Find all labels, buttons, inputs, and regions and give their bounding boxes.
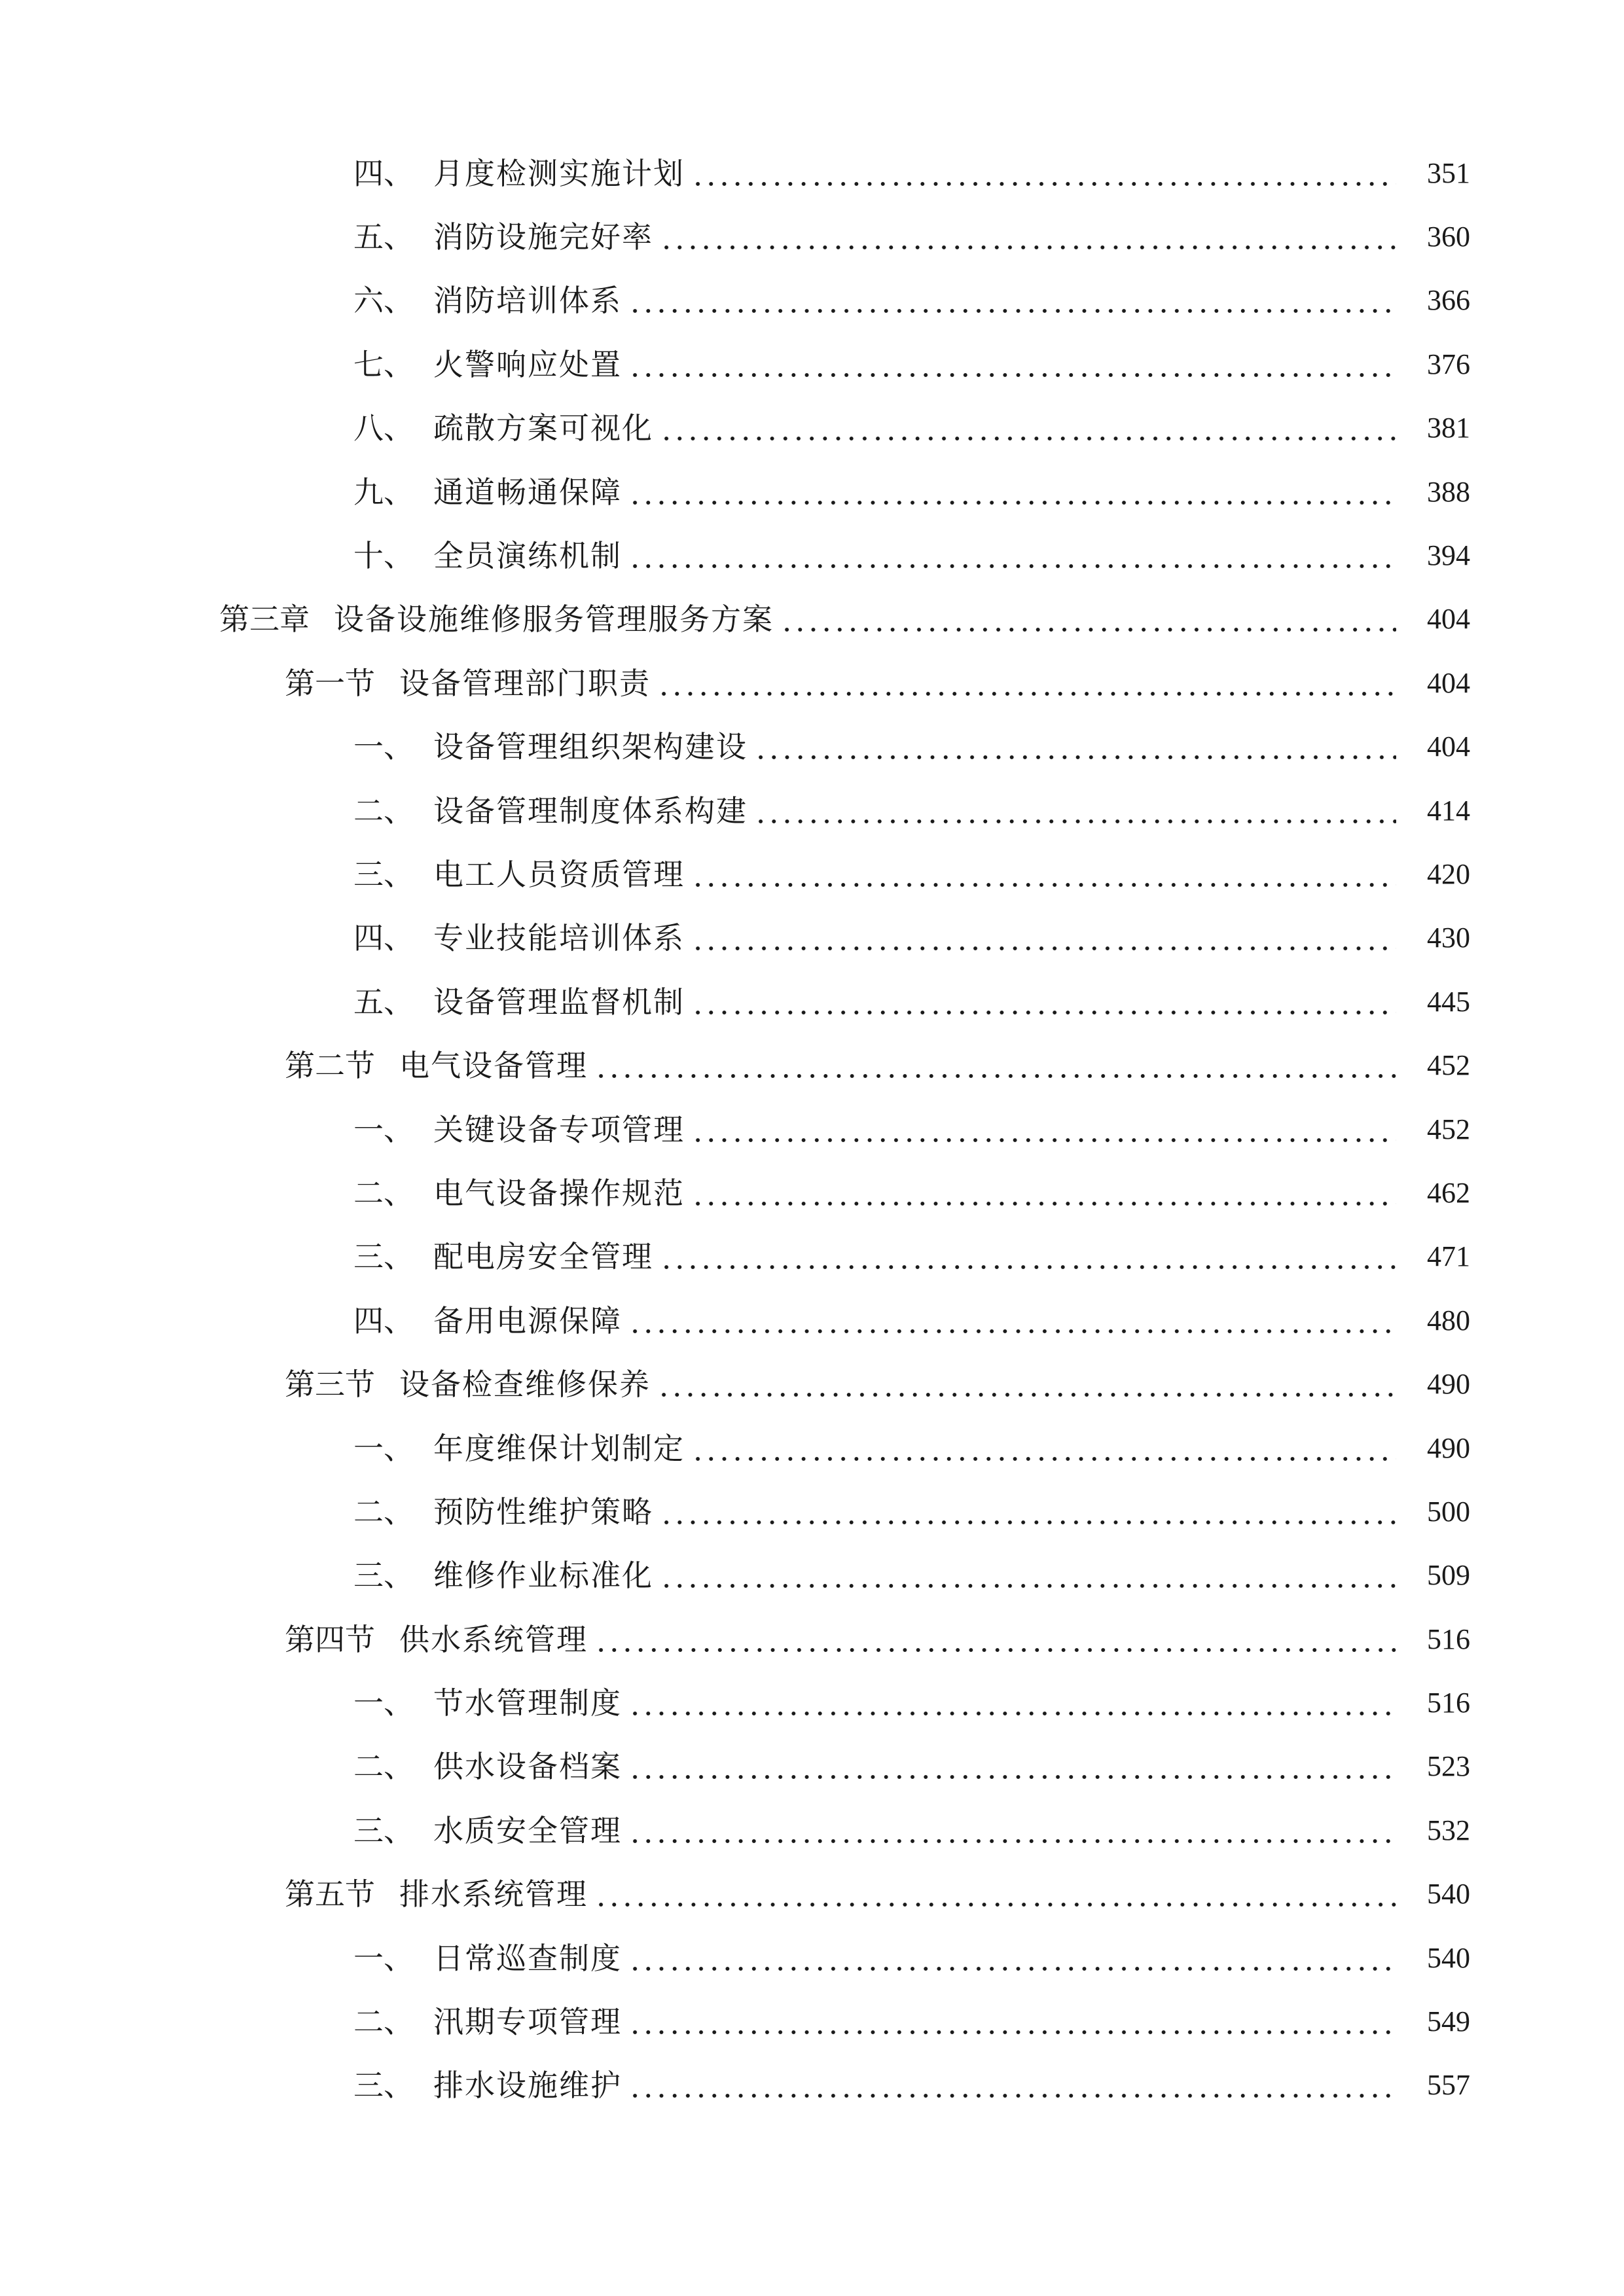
toc-entry-number: 六、 bbox=[353, 283, 414, 319]
toc-entry-number: 一、 bbox=[353, 1940, 414, 1976]
toc-page-number: 420 bbox=[1427, 857, 1470, 890]
toc-page-number: 490 bbox=[1427, 1368, 1470, 1401]
toc-subsection-entry[interactable] bbox=[0, 460, 1624, 524]
toc-entry-number: 二、 bbox=[353, 793, 414, 829]
toc-entry-number: 三、 bbox=[353, 856, 414, 892]
toc-entry-number: 二、 bbox=[353, 1749, 414, 1785]
toc-subsection-entry[interactable] bbox=[0, 715, 1624, 779]
toc-subsection-entry[interactable] bbox=[0, 842, 1624, 906]
toc-entry-title: 水质安全管理 bbox=[433, 1812, 622, 1848]
toc-entry-number: 第五节 bbox=[285, 1876, 375, 1912]
toc-entry-title: 配电房安全管理 bbox=[433, 1239, 653, 1275]
toc-entry-number: 三、 bbox=[353, 1558, 414, 1594]
toc-page-number: 351 bbox=[1427, 156, 1470, 189]
toc-page-number: 366 bbox=[1427, 284, 1470, 317]
toc-entry-title: 设备管理组织架构建设 bbox=[433, 729, 748, 765]
toc-subsection-entry[interactable] bbox=[0, 1926, 1624, 1990]
toc-entry-title: 设备管理监督机制 bbox=[433, 984, 685, 1020]
toc-dot-leader bbox=[691, 923, 1396, 953]
toc-entry-number: 一、 bbox=[353, 1430, 414, 1466]
toc-chapter-entry[interactable] bbox=[0, 588, 1624, 651]
toc-dot-leader bbox=[657, 1369, 1396, 1399]
toc-section-entry[interactable] bbox=[0, 1352, 1624, 1416]
toc-entry-title: 供水系统管理 bbox=[399, 1621, 588, 1657]
toc-dot-leader bbox=[628, 285, 1396, 315]
toc-entry-title: 专业技能培训体系 bbox=[433, 920, 685, 956]
toc-entry-title: 设备管理部门职责 bbox=[399, 665, 651, 701]
toc-entry-title: 电工人员资质管理 bbox=[433, 856, 685, 892]
toc-subsection-entry[interactable] bbox=[0, 1544, 1624, 1607]
toc-page-number: 480 bbox=[1427, 1304, 1470, 1336]
toc-entry-title: 排水系统管理 bbox=[399, 1876, 588, 1912]
toc-page-number: 404 bbox=[1427, 603, 1470, 636]
toc-entry-title: 备用电源保障 bbox=[433, 1302, 622, 1338]
toc-entry-title: 日常巡查制度 bbox=[433, 1940, 622, 1976]
toc-page-number: 540 bbox=[1427, 1941, 1470, 1974]
toc-dot-leader bbox=[754, 732, 1396, 762]
toc-entry-title: 电气设备管理 bbox=[399, 1048, 588, 1084]
toc-subsection-entry[interactable] bbox=[0, 397, 1624, 460]
toc-entry-title: 疏散方案可视化 bbox=[433, 410, 653, 446]
toc-dot-leader bbox=[628, 350, 1396, 380]
toc-entry-title: 火警响应处置 bbox=[433, 346, 622, 382]
toc-entry-number: 二、 bbox=[353, 2004, 414, 2040]
toc-entry-title: 节水管理制度 bbox=[433, 1685, 622, 1721]
toc-dot-leader bbox=[660, 1242, 1396, 1272]
toc-page-number: 381 bbox=[1427, 412, 1470, 444]
toc-entry-number: 一、 bbox=[353, 1111, 414, 1147]
toc-entry-title: 汛期专项管理 bbox=[433, 2004, 622, 2040]
toc-entry-title: 消防设施完好率 bbox=[433, 219, 653, 255]
toc-dot-leader bbox=[691, 158, 1396, 188]
toc-entry-title: 排水设施维护 bbox=[433, 2068, 622, 2104]
toc-subsection-entry[interactable] bbox=[0, 1990, 1624, 2053]
toc-entry-number: 二、 bbox=[353, 1494, 414, 1530]
toc-subsection-entry[interactable] bbox=[0, 524, 1624, 587]
toc-page-number: 509 bbox=[1427, 1559, 1470, 1592]
toc-subsection-entry[interactable] bbox=[0, 2054, 1624, 2117]
toc-page-number: 430 bbox=[1427, 922, 1470, 954]
toc-page-number: 404 bbox=[1427, 666, 1470, 699]
toc-subsection-entry[interactable] bbox=[0, 269, 1624, 332]
toc-page-number: 360 bbox=[1427, 221, 1470, 253]
toc-subsection-entry[interactable] bbox=[0, 205, 1624, 268]
toc-subsection-entry[interactable] bbox=[0, 779, 1624, 842]
toc-section-entry[interactable] bbox=[0, 1607, 1624, 1671]
toc-dot-leader bbox=[657, 668, 1396, 698]
toc-page-number: 462 bbox=[1427, 1176, 1470, 1209]
toc-entry-title: 月度检测实施计划 bbox=[433, 155, 685, 191]
toc-page-number: 414 bbox=[1427, 794, 1470, 827]
toc-page-number: 394 bbox=[1427, 539, 1470, 572]
toc-subsection-entry[interactable] bbox=[0, 141, 1624, 205]
toc-entry-title: 关键设备专项管理 bbox=[433, 1111, 685, 1147]
toc-page-number: 404 bbox=[1427, 730, 1470, 763]
toc-entry-number: 三、 bbox=[353, 1812, 414, 1848]
toc-entry-number: 三、 bbox=[353, 2068, 414, 2104]
toc-dot-leader bbox=[628, 1943, 1396, 1973]
toc-dot-leader bbox=[754, 796, 1396, 826]
toc-dot-leader bbox=[628, 477, 1396, 507]
toc-entry-number: 九、 bbox=[353, 474, 414, 510]
toc-subsection-entry[interactable] bbox=[0, 1799, 1624, 1862]
toc-entry-title: 消防培训体系 bbox=[433, 283, 622, 319]
toc-dot-leader bbox=[594, 1879, 1396, 1909]
toc-entry-title: 通道畅通保障 bbox=[433, 474, 622, 510]
toc-entry-number: 八、 bbox=[353, 410, 414, 446]
toc-entry-number: 第一节 bbox=[285, 665, 375, 701]
toc-entry-number: 一、 bbox=[353, 1685, 414, 1721]
toc-dot-leader bbox=[594, 1624, 1396, 1655]
toc-page-number: 557 bbox=[1427, 2069, 1470, 2102]
toc-dot-leader bbox=[660, 222, 1396, 252]
toc-section-entry[interactable] bbox=[0, 1863, 1624, 1926]
toc-subsection-entry[interactable] bbox=[0, 1225, 1624, 1289]
toc-dot-leader bbox=[660, 1497, 1396, 1527]
toc-subsection-entry[interactable] bbox=[0, 1161, 1624, 1225]
toc-dot-leader bbox=[691, 1433, 1396, 1463]
toc-entry-title: 电气设备操作规范 bbox=[433, 1175, 685, 1211]
toc-page-number: 490 bbox=[1427, 1431, 1470, 1464]
toc-entry-number: 二、 bbox=[353, 1175, 414, 1211]
toc-entry-title: 年度维保计划制定 bbox=[433, 1430, 685, 1466]
toc-dot-leader bbox=[628, 1816, 1396, 1846]
toc-subsection-entry[interactable] bbox=[0, 1416, 1624, 1480]
toc-dot-leader bbox=[691, 859, 1396, 889]
toc-page-number: 523 bbox=[1427, 1750, 1470, 1783]
toc-page-number: 516 bbox=[1427, 1623, 1470, 1655]
toc-dot-leader bbox=[628, 541, 1396, 571]
toc-entry-title: 设备检查维修保养 bbox=[399, 1367, 651, 1403]
toc-dot-leader bbox=[628, 1306, 1396, 1336]
toc-page-number: 445 bbox=[1427, 985, 1470, 1018]
toc-entry-number: 四、 bbox=[353, 1302, 414, 1338]
toc-entry-number: 七、 bbox=[353, 346, 414, 382]
toc-dot-leader bbox=[628, 1751, 1396, 1782]
toc-dot-leader bbox=[628, 1688, 1396, 1718]
toc-subsection-entry[interactable] bbox=[0, 906, 1624, 970]
toc-page-number: 452 bbox=[1427, 1049, 1470, 1082]
toc-entry-number: 四、 bbox=[353, 920, 414, 956]
toc-entry-number: 第二节 bbox=[285, 1048, 375, 1084]
toc-section-entry[interactable] bbox=[0, 651, 1624, 715]
toc-dot-leader bbox=[660, 1560, 1396, 1590]
toc-page-number: 516 bbox=[1427, 1687, 1470, 1719]
toc-subsection-entry[interactable] bbox=[0, 1289, 1624, 1352]
toc-page-number: 471 bbox=[1427, 1240, 1470, 1273]
toc-dot-leader bbox=[594, 1050, 1396, 1081]
toc-entry-number: 一、 bbox=[353, 729, 414, 765]
toc-subsection-entry[interactable] bbox=[0, 1098, 1624, 1161]
toc-entry-number: 十、 bbox=[353, 538, 414, 574]
toc-subsection-entry[interactable] bbox=[0, 1480, 1624, 1543]
toc-subsection-entry[interactable] bbox=[0, 1671, 1624, 1734]
toc-section-entry[interactable] bbox=[0, 1033, 1624, 1097]
toc-entry-title: 维修作业标准化 bbox=[433, 1558, 653, 1594]
toc-entry-title: 预防性维护策略 bbox=[433, 1494, 653, 1530]
table-of-contents bbox=[0, 141, 1624, 2117]
toc-entry-number: 四、 bbox=[353, 155, 414, 191]
toc-entry-number: 五、 bbox=[353, 219, 414, 255]
toc-entry-title: 设备设施维修服务管理服务方案 bbox=[334, 601, 774, 637]
toc-page-number: 500 bbox=[1427, 1495, 1470, 1528]
toc-entry-number: 三、 bbox=[353, 1239, 414, 1275]
toc-dot-leader bbox=[628, 2070, 1396, 2100]
toc-page-number: 532 bbox=[1427, 1814, 1470, 1846]
toc-dot-leader bbox=[628, 2007, 1396, 2037]
toc-page-number: 388 bbox=[1427, 475, 1470, 508]
toc-entry-title: 全员演练机制 bbox=[433, 538, 622, 574]
toc-dot-leader bbox=[691, 1178, 1396, 1208]
toc-dot-leader bbox=[660, 413, 1396, 443]
toc-entry-number: 第三章 bbox=[219, 601, 310, 637]
toc-entry-number: 第三节 bbox=[285, 1367, 375, 1403]
toc-page-number: 376 bbox=[1427, 348, 1470, 380]
toc-dot-leader bbox=[691, 1115, 1396, 1145]
toc-subsection-entry[interactable] bbox=[0, 970, 1624, 1033]
toc-entry-number: 五、 bbox=[353, 984, 414, 1020]
toc-page-number: 549 bbox=[1427, 2005, 1470, 2038]
toc-subsection-entry[interactable] bbox=[0, 332, 1624, 396]
toc-entry-number: 第四节 bbox=[285, 1621, 375, 1657]
toc-dot-leader bbox=[691, 987, 1396, 1017]
toc-subsection-entry[interactable] bbox=[0, 1735, 1624, 1799]
toc-page-number: 540 bbox=[1427, 1878, 1470, 1910]
toc-dot-leader bbox=[780, 604, 1396, 634]
toc-entry-title: 供水设备档案 bbox=[433, 1749, 622, 1785]
toc-page-number: 452 bbox=[1427, 1113, 1470, 1145]
toc-entry-title: 设备管理制度体系构建 bbox=[433, 793, 748, 829]
